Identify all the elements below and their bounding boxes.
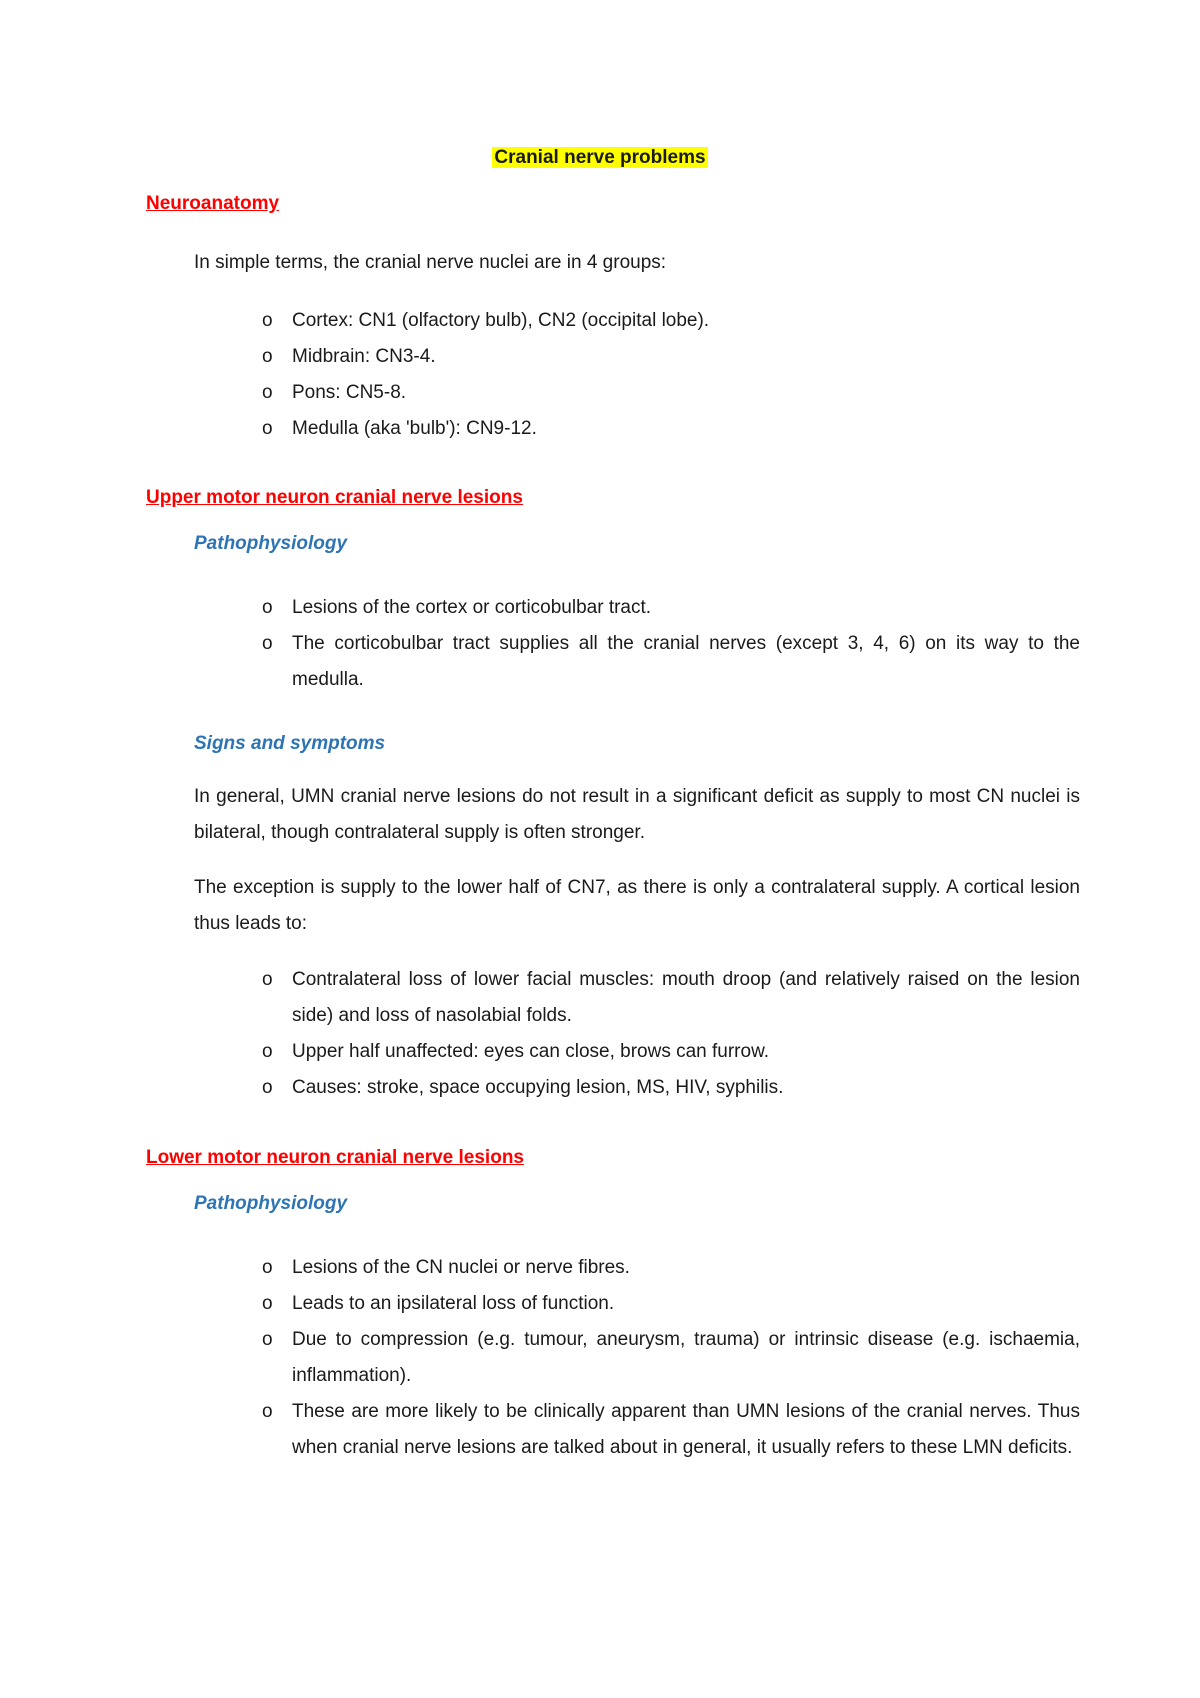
bullet-marker: o <box>262 346 273 367</box>
bullet-marker: o <box>262 633 273 654</box>
bullet-marker: o <box>262 418 273 439</box>
heading-lmn-lesions: Lower motor neuron cranial nerve lesions <box>146 1147 524 1168</box>
list-item: Medulla (aka 'bulb'): CN9-12. <box>292 418 537 439</box>
subheading-signs-symptoms: Signs and symptoms <box>194 733 386 754</box>
list-item: Due to compression (e.g. tumour, aneurysm, trauma) or intrinsic disease (e.g. ischaemia, inflammation). <box>292 1329 1080 1386</box>
bullet-marker: o <box>262 969 273 990</box>
list-item: Lesions of the CN nuclei or nerve fibres. <box>292 1257 630 1278</box>
document-title <box>0 146 1200 170</box>
bullet-marker: o <box>262 1293 273 1314</box>
list-item: Midbrain: CN3-4. <box>292 346 436 367</box>
bullet-marker: o <box>262 310 273 331</box>
list-item: Lesions of the cortex or corticobulbar tract. <box>292 597 652 618</box>
list-item: Contralateral loss of lower facial muscles: mouth droop (and relatively raised on the lesion side) and loss of nasolabial folds. <box>292 969 1080 1026</box>
list-item: Leads to an ipsilateral loss of function. <box>292 1293 615 1314</box>
list-item: These are more likely to be clinically apparent than UMN lesions of the cranial nerves. Thus when cranial nerve lesions are talked about in general, it usually refers to these LMN deficits. <box>292 1401 1080 1458</box>
bullet-marker: o <box>262 1401 273 1422</box>
list-item: Causes: stroke, space occupying lesion, MS, HIV, syphilis. <box>292 1077 784 1098</box>
bullet-marker: o <box>262 1257 273 1278</box>
subheading-umn-pathophysiology: Pathophysiology <box>194 533 348 554</box>
bullet-marker: o <box>262 1041 273 1062</box>
paragraph: In general, UMN cranial nerve lesions do not result in a significant deficit as supply to most CN nuclei is bilateral, though contralateral supply is often stronger. <box>194 786 1080 843</box>
list-item: Cortex: CN1 (olfactory bulb), CN2 (occipital lobe). <box>292 310 710 331</box>
heading-umn-lesions: Upper motor neuron cranial nerve lesions <box>146 487 523 508</box>
document-title-text: Cranial nerve problems <box>494 147 706 168</box>
bullet-marker: o <box>262 597 273 618</box>
bullet-marker: o <box>262 382 273 403</box>
list-item: Pons: CN5-8. <box>292 382 407 403</box>
list-item: The corticobulbar tract supplies all the cranial nerves (except 3, 4, 6) on its way to the medulla. <box>292 633 1080 690</box>
subheading-lmn-pathophysiology: Pathophysiology <box>194 1193 348 1214</box>
bullet-marker: o <box>262 1329 273 1350</box>
neuroanatomy-intro: In simple terms, the cranial nerve nuclei are in 4 groups: <box>194 252 667 273</box>
paragraph: The exception is supply to the lower half of CN7, as there is only a contralateral supply. A cortical lesion thus leads to: <box>194 877 1080 934</box>
bullet-marker: o <box>262 1077 273 1098</box>
heading-neuroanatomy: Neuroanatomy <box>146 193 280 214</box>
list-item: Upper half unaffected: eyes can close, brows can furrow. <box>292 1041 770 1062</box>
